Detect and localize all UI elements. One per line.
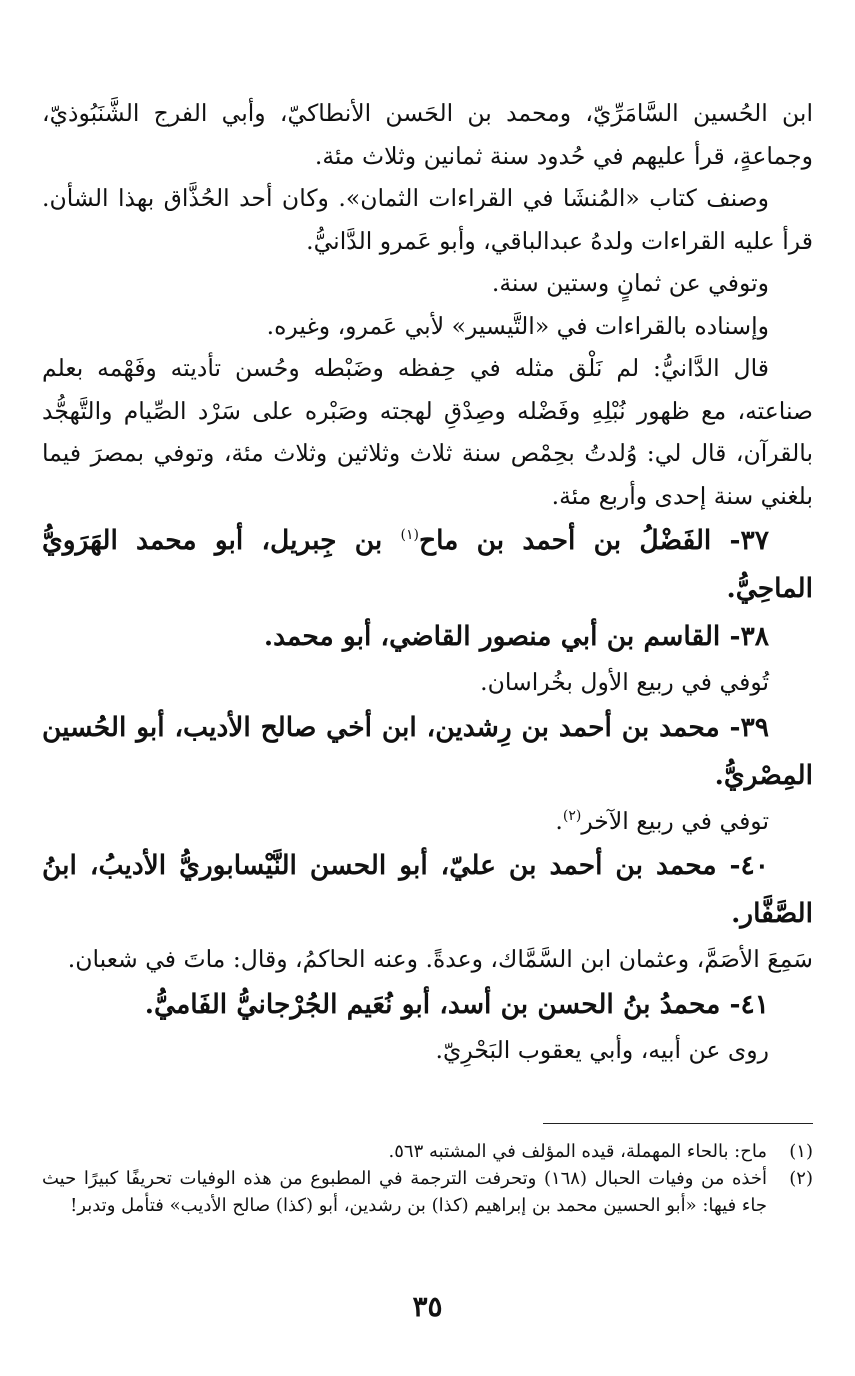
entry-heading-39: ٣٩- محمد بن أحمد بن رِشدين، ابن أخي صالح الأديب، أبو الحُسين المِصْريُّ. [42, 711, 813, 791]
footnote-1 [42, 1138, 813, 1165]
entry-heading-38: ٣٨- القاسم بن أبي منصور القاضي، أبو محمد. [263, 621, 769, 652]
paragraph-isnad: وإسناده بالقراءات في «التَّيسير» لأبي عَمرو، وغيره. [266, 311, 769, 340]
paragraph-continuation: ابن الحُسين السَّامَرِّيّ، ومحمد بن الحَسن الأنطاكيّ، وأبي الفرج الشَّنَبُوذيّ، وجماعةٍ، قرأ عليهم في حُدود سنة ثمانين وثلاث مئة. [42, 99, 813, 170]
footnote-1-text: ماح: بالحاء المهملة، قيده المؤلف في المشتبه ٥٦٣. [388, 1141, 767, 1162]
paragraph-39-death-end: . [555, 806, 563, 835]
paragraph-39-death-text: توفي في ربيع الآخر [581, 806, 769, 835]
paragraph-book-mention: وصنف كتاب «المُنشَا في القراءات الثمان». وكان أحد الحُذَّاق بهذا الشأن. قرأ عليه القراءات ولدهُ عبدالباقي، وأبو عَمرو الدَّانيُّ. [42, 184, 813, 255]
footnote-ref-2[interactable]: (٢) [562, 807, 582, 824]
paragraph-41-riwaya: روى عن أبيه، وأبي يعقوب البَحْرِيّ. [435, 1035, 769, 1064]
paragraph-dani-quote: قال الدَّانيُّ: لم نَلْق مثله في حِفظه وضَبْطه وحُسن تأديته وفَهْمه بعلم صناعته، مع ظهور نُبْلِهِ وفَضْله وصِدْقِ لهجته وصَبْره على سَرْد الصِّيام والتَّهجُّد بالقرآن، قال لي: وُلدتُ بحِمْص سنة ثلاث وثلاثين وثلاث مئة، وتوفي بمصرَ فيما بلغني سنة إحدى وأربع مئة. [42, 354, 813, 510]
entry-heading-41: ٤١- محمدُ بنُ الحسن بن أسد، أبو نُعَيم الجُرْجانيُّ الفَاميُّ. [144, 988, 769, 1020]
footnote-ref-1[interactable]: (١) [400, 527, 419, 544]
main-text [42, 92, 813, 1071]
footnote-2 [42, 1165, 813, 1219]
paragraph-38-death: تُوفي في ربيع الأول بخُراسان. [480, 668, 769, 696]
footnote-1-number: (١) [789, 1141, 813, 1162]
footnote-2-number: (٢) [789, 1168, 813, 1189]
footnote-divider [543, 1123, 813, 1124]
paragraph-40-samaa: سَمِعَ الأصَمَّ، وعثمان ابن السَّمَّاك، وعدةً. وعنه الحاكمُ، وقال: ماتَ في شعبان. [67, 945, 813, 973]
entry-heading-37 [42, 517, 813, 613]
page-number: ٣٥ [412, 1290, 443, 1323]
paragraph-death-age: وتوفي عن ثمانٍ وستين سنة. [491, 269, 769, 297]
footnote-2-text: أخذه من وفيات الحبال (١٦٨) وتحرفت الترجمة في المطبوع من هذه الوفيات تحريفًا كبيرًا حيث جاء فيها: «أبو الحسين محمد بن إبراهيم (كذا) بن رشدين، أبو (كذا) صالح الأديب» فتأمل وتدبر! [42, 1168, 767, 1216]
entry-heading-37-name: ٣٧- الفَضْلُ بن أحمد بن ماح [419, 525, 770, 556]
entry-heading-40: ٤٠- محمد بن أحمد بن عليّ، أبو الحسن النَّيْسابوريُّ الأديبُ، ابنُ الصَّفَّار. [42, 850, 813, 929]
paragraph-39-death [42, 800, 813, 843]
footnotes-section [42, 1138, 813, 1219]
entry-heading-37-rest: بن جِبريل، أبو محمد الهَرَويُّ الماحِيُّ. [42, 525, 813, 604]
